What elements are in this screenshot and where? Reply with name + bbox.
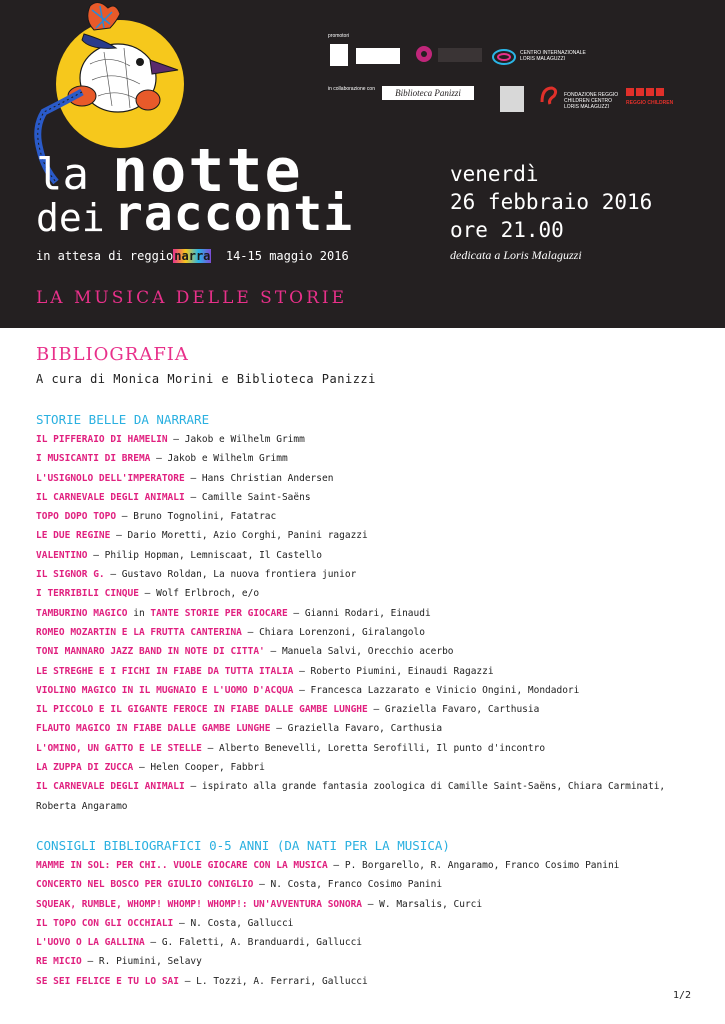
book-author: – Francesca Lazzarato e Vinicio Ongini, Mondadori xyxy=(293,684,580,696)
list-item xyxy=(36,856,686,875)
list-item xyxy=(36,875,686,894)
list-item xyxy=(36,449,686,468)
book-author: – N. Costa, Gallucci xyxy=(173,917,294,929)
event-date: 26 febbraio 2016 xyxy=(450,190,653,214)
title-dei: dei xyxy=(36,196,105,240)
book-title: VIOLINO MAGICO IN IL MUGNAIO E L'UOMO D'ACQUA xyxy=(36,684,294,696)
book-author: – Dario Moretti, Azio Corghi, Panini ragazzi xyxy=(110,530,368,542)
attesa-line xyxy=(36,248,349,264)
list-item xyxy=(36,507,686,526)
book-title: CONCERTO NEL BOSCO PER GIULIO CONIGLIO xyxy=(36,879,254,891)
list-item xyxy=(36,914,686,933)
section2-heading: CONSIGLI BIBLIOGRAFICI 0-5 ANNI (DA NATI PER LA MUSICA) xyxy=(36,838,450,853)
book-title: RE MICIO xyxy=(36,956,82,968)
book-author: – ispirato alla grande fantasia zoologica di Camille Saint-Saëns, Chiara Carminati, Roberta Angaramo xyxy=(36,781,666,812)
book-title: LA ZUPPA DI ZUCCA xyxy=(36,762,134,774)
attesa-prefix: in attesa di reggio xyxy=(36,249,174,263)
book-title: IL PIFFERAIO DI HAMELIN xyxy=(36,434,168,445)
list-item xyxy=(36,952,686,971)
book-title: SE SEI FELICE E TU LO SAI xyxy=(36,975,179,987)
list-item xyxy=(36,933,686,952)
book-author: – Manuela Salvi, Orecchio acerbo xyxy=(264,646,454,658)
list-item xyxy=(36,565,686,584)
page-number: 1/2 xyxy=(672,990,691,1001)
book-author: – Alberto Benevelli, Loretta Serofilli, Il punto d'incontro xyxy=(201,742,546,754)
book-author: – L. Tozzi, A. Ferrari, Gallucci xyxy=(179,975,368,987)
book-author: – Roberto Piumini, Einaudi Ragazzi xyxy=(293,665,494,677)
book-title: LE DUE REGINE xyxy=(36,530,111,542)
book-title: IL PICCOLO E IL GIGANTE FEROCE IN FIABE DALLE GAMBE LUNGHE xyxy=(36,704,368,716)
foundation-logo-icon xyxy=(538,84,560,106)
event-header xyxy=(0,0,725,328)
list-item xyxy=(36,895,686,914)
list-item xyxy=(36,758,686,777)
book-title: L'USIGNOLO DELL'IMPERATORE xyxy=(36,472,185,484)
book-author: – W. Marsalis, Curci xyxy=(362,898,483,910)
list-item xyxy=(36,623,686,642)
list-item xyxy=(36,642,686,661)
book-title: VALENTINO xyxy=(36,549,88,561)
list-item xyxy=(36,972,686,991)
book-title: I TERRIBILI CINQUE xyxy=(36,588,139,600)
list-item xyxy=(36,546,686,565)
book-author: – Jakob e Wilhelm Grimm xyxy=(150,453,288,465)
book-author: – Wolf Erlbroch, e/o xyxy=(138,588,260,600)
book-author: – Bruno Tognolini, Fatatrac xyxy=(116,511,277,523)
book-title: IL CARNEVALE DEGLI ANIMALI xyxy=(36,491,185,503)
dedication: dedicata a Loris Malaguzzi xyxy=(450,248,582,262)
list-item xyxy=(36,662,686,681)
book-author: – Helen Cooper, Fabbri xyxy=(133,762,265,774)
section1-heading: STORIE BELLE DA NARRARE xyxy=(36,412,210,427)
book-author: – Graziella Favaro, Carthusia xyxy=(270,723,443,735)
book-author: – P. Borgarello, R. Angaramo, Franco Cosimo Panini xyxy=(327,860,620,871)
officina-logo xyxy=(500,86,524,112)
book-title: FLAUTO MAGICO IN FIABE DALLE GAMBE LUNGHE xyxy=(36,723,271,735)
collab-label: in collaborazione con xyxy=(328,86,375,92)
book-title: TONI MANNARO JAZZ BAND IN NOTE DI CITTA' xyxy=(36,646,265,658)
book-author: – Hans Christian Andersen xyxy=(184,472,334,484)
title-racconti: racconti xyxy=(114,186,354,242)
flower-logo-icon xyxy=(414,44,434,64)
attesa-dates: 14-15 maggio 2016 xyxy=(225,249,349,263)
book-title: SQUEAK, RUMBLE, WHOMP! WHOMP! WHOMP!: UN'AVVENTURA SONORA xyxy=(36,898,363,910)
book-title: ROMEO MOZARTIN E LA FRUTTA CANTERINA xyxy=(36,626,242,638)
list-item xyxy=(36,469,686,488)
list-item xyxy=(36,430,686,449)
book-author: – Camille Saint-Saëns xyxy=(184,491,311,503)
list-item xyxy=(36,739,686,758)
book-author: – R. Piumini, Selavy xyxy=(81,956,202,968)
book-author: – Graziella Favaro, Carthusia xyxy=(367,704,540,716)
book-author: – Gustavo Roldan, La nuova frontiera junior xyxy=(104,569,357,581)
list-item xyxy=(36,604,686,623)
list-item xyxy=(36,719,686,738)
comune-logo xyxy=(330,44,348,66)
book-title: IL CARNEVALE DEGLI ANIMALI xyxy=(36,781,185,793)
book-author: – Philip Hopman, Lemniscaat, Il Castello xyxy=(87,549,322,561)
book-list-music xyxy=(36,856,686,991)
reggio-logo xyxy=(356,48,400,64)
event-day: venerdì xyxy=(450,162,539,186)
promoters-label: promotori xyxy=(328,33,350,39)
curated-by: A cura di Monica Morini e Biblioteca Panizzi xyxy=(36,372,376,386)
book-title: IL TOPO CON GLI OCCHIALI xyxy=(36,917,174,929)
list-item xyxy=(36,488,686,507)
subtitle: LA MUSICA DELLE STORIE xyxy=(36,288,348,308)
nidi-logo-text xyxy=(438,48,482,62)
list-item xyxy=(36,584,686,603)
reggio-children-label: REGGIO CHILDREN xyxy=(626,100,674,106)
centre-logo-icon xyxy=(492,48,516,66)
bibliography-title: BIBLIOGRAFIA xyxy=(36,344,189,365)
book-author: – N. Costa, Franco Cosimo Panini xyxy=(253,879,443,891)
book-title: I MUSICANTI DI BREMA xyxy=(36,453,151,465)
book-author: – Gianni Rodari, Einaudi xyxy=(287,607,431,619)
book-title: IL SIGNOR G. xyxy=(36,569,105,581)
list-item xyxy=(36,700,686,719)
library-logo: Biblioteca Panizzi xyxy=(382,86,474,100)
reggio-children-icon xyxy=(626,86,666,98)
book-title-connector: in xyxy=(127,607,151,619)
book-title: TOPO DOPO TOPO xyxy=(36,511,117,523)
book-list-stories xyxy=(36,430,686,816)
narra-badge: narra xyxy=(174,249,211,263)
centre-logo-label: CENTRO INTERNAZIONALE LORIS MALAGUZZI xyxy=(520,50,586,62)
book-author: – Jakob e Wilhelm Grimm xyxy=(167,434,305,445)
list-item xyxy=(36,526,686,545)
book-title: L'OMINO, UN GATTO E LE STELLE xyxy=(36,742,202,754)
event-time: ore 21.00 xyxy=(450,218,564,242)
book-title: TAMBURINO MAGICO xyxy=(36,607,128,619)
foundation-logo-label: FONDAZIONE REGGIO CHILDREN CENTRO LORIS MALAGUZZI xyxy=(564,92,619,110)
title-notte: notte xyxy=(112,136,303,206)
book-title: L'UOVO O LA GALLINA xyxy=(36,937,145,949)
title-la: la xyxy=(36,149,89,200)
book-author: – G. Faletti, A. Branduardi, Gallucci xyxy=(144,937,363,949)
book-author: – Chiara Lorenzoni, Giralangolo xyxy=(241,626,425,638)
list-item xyxy=(36,681,686,700)
list-item xyxy=(36,777,686,816)
book-collection-title: TANTE STORIE PER GIOCARE xyxy=(150,607,288,619)
book-title: MAMME IN SOL: PER CHI.. VUOLE GIOCARE CON LA MUSICA xyxy=(36,860,328,871)
book-title: LE STREGHE E I FICHI IN FIABE DA TUTTA ITALIA xyxy=(36,665,294,677)
